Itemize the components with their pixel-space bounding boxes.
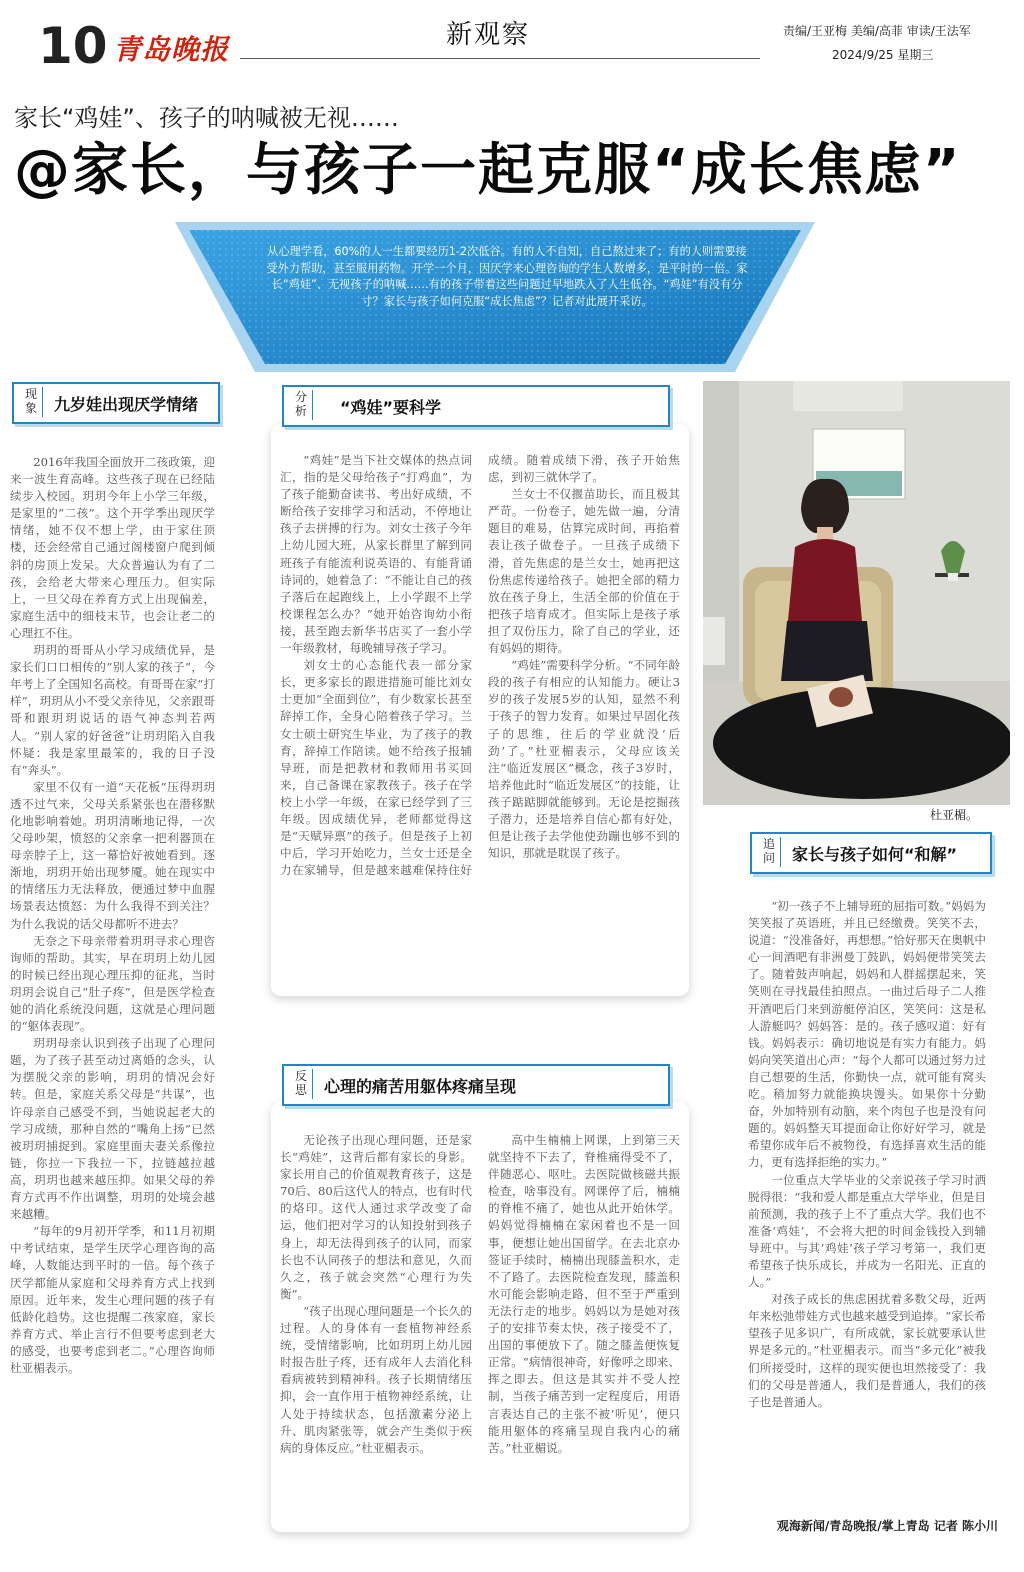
section-header-xianxiang bbox=[12, 382, 220, 424]
paragraph: “鸡娃”需要科学分析。“不同年龄段的孩子有相应的认知能力。硬让3岁的孩子发展5岁的认知，显然不利于孩子的智力发育。如果过早固化孩子的思维，往后的学业就没‘后劲’了。”杜亚楣表示，父母应该关注“临近发展区”概念，孩子3岁时，培养他此时“临近发展区”的技能，让孩子踮踮脚就能够到。无论是挖掘孩子潜力，还是培养自信心都有好处，但是让孩子去学他使劲蹦也够不到的知识，那就是耽误了孩子。 bbox=[488, 658, 680, 861]
paragraph: “初一孩子不上辅导班的屈指可数。”妈妈为笑笑报了英语班，并且已经缴费。笑笑不去，说道：“没准备好，再想想。”恰好那天在奥帆中心一间酒吧有非洲曼丁鼓趴，妈妈便带笑笑去了。随着鼓声响起，妈妈和人群摇摆起来，笑笑则在寻找最佳拍照点。一曲过后母子二人推开酒吧后门来到游艇停泊区，笑笑问：这是私人游艇吗？妈妈答：是的。孩子感叹道：好有钱。妈妈表示：确切地说是有实力有能力。妈妈向笑笑道出心声：“每个人都可以通过努力过自己想要的生活，你勤快一点，就可能有窝头吃。稍加努力就能换块馒头。如果你十分勤奋，外加特别有动脑，来个肉包子也是没有问题的。妈妈整天耳提面命让你好好学习，就是希望你成年后不被物役，有选择喜欢生活的能力，更有选择拒绝的实力。” bbox=[748, 899, 986, 1170]
section-title-fenxi: “鸡娃”要科学 bbox=[340, 398, 442, 417]
paragraph: 兰女士不仅揠苗助长，而且极其严苛。一份卷子，她先做一遍，分清题目的难易，估算完成时间，再掐着表让孩子做卷子。一旦孩子成绩下滑，首先焦虑的是兰女士，她再把这份焦虑传递给孩子。她把全部的精力放在孩子身上，生活全部的价值在于把孩子培育成才。但实际上是孩子承担了双份压力，除了自己的学业，还有妈妈的期待。 bbox=[488, 487, 680, 656]
lead-text: 从心理学看，60%的人一生都要经历1-2次低谷。有的人不自知，自己熬过来了；有的人则需要接受外力帮助，甚至服用药物。开学一个月，因厌学来心理咨询的学生人数增多，是平时的一倍。家长“鸡娃”、无视孩子的呐喊……有的孩子带着这些问题过早地跌入了人生低谷。“鸡娃”有没有分寸？家长与孩子如何克服“成长焦虑”？记者对此展开采访。 bbox=[266, 245, 748, 308]
section-tag: 反思 bbox=[290, 1069, 313, 1099]
paragraph: 高中生楠楠上网课，上到第三天就坚持不下去了，脊椎痛得受不了，伴随恶心、呕吐。去医院做核磁共振检查，啥事没有。网课停了后，楠楠的脊椎不痛了，她也从此开始休学。妈妈觉得楠楠在家闲着也不是一回事，便想让她出国留学。在去北京办签证手续时，楠楠出现膝盖积水，走不了路了。去医院检查发现，膝盖积水可能会影响走路，但不至于严重到无法行走的地步。妈妈以为是她对孩子的安排节奏太快，孩子接受不了，出国的事便放下了。随之膝盖便恢复正常。“病情很神奇，好像呼之即来、挥之即去。但这是其实并不受人控制，当孩子痛苦到一定程度后，用语言表达自己的主张不被‘听见’，便只能用躯体的疼痛呈现自我内心的痛苦。”杜亚楣说。 bbox=[488, 1133, 680, 1455]
editor-credits: 责编/王亚梅 美编/高菲 审读/王法军 bbox=[783, 24, 971, 38]
photo-caption: 杜亚楣。 bbox=[930, 808, 979, 822]
paragraph: 2016年我国全面放开二孩政策，迎来一波生育高峰。这些孩子现在已经陆续步入校园。玥玥今年上小学三年级，是家里的“二孩”。这个开学季出现厌学情绪，她不仅不想上学，由于家住顶楼，还会经常自己通过阁楼窗户爬到倾斜的房顶上发呆。大众普遍认为有了二孩，会给老大带来心理压力。但实际上，一旦父母在养育方式上出现偏差，家庭生活中的细枝末节，也会让老二的心理扛不住。 bbox=[10, 455, 215, 640]
header-rule bbox=[240, 58, 760, 59]
paragraph: “鸡娃”是当下社交媒体的热点词汇，指的是父母给孩子“打鸡血”，为了孩子能勤奋读书、考出好成绩，不断给孩子安排学习和活动，不停地让孩子去拼搏的行为。刘女士孩子今年上幼儿园大班，从家长群里了解到同班孩子有能流利说英语的、有能背诵诗词的，她着急了：“不能让自己的孩子落后在起跑线上，上小学跟不上学校课程怎么办？”她开始咨询幼小衔接，甚至跑去新华书店买了一套小学一年级教材，每晚辅导孩子学习。 bbox=[280, 453, 472, 656]
article-column-xianxiang bbox=[10, 454, 215, 1560]
issue-date: 2024/9/25 星期三 bbox=[832, 48, 934, 62]
paragraph: 刘女士的心态能代表一部分家长，更多家长的跟进措施可能比刘女士更加“全面到位”，有少数家长甚至辞掉工作，全身心陪着孩子学习。兰女士硕士研究生毕业，为了孩子的教育，辞掉工作陪读。她不给孩子报辅导班，而是把教材和教师用书买回来，自己备课在家教孩子。孩子在学校上小学一年级，在家已经学到了三年级。因成绩优异，老师都觉得这是“天赋异禀”的孩子。但是孩子上初中后，学习开始吃力，兰女士还是全力在家辅导，但是越来越难保持住好成绩。随着成绩下滑，孩子开始焦虑，到初三就休学了。 bbox=[280, 453, 680, 878]
article-column-fansi bbox=[280, 1132, 680, 1522]
section-header-fenxi bbox=[282, 385, 670, 427]
photo-illustration bbox=[703, 381, 1010, 805]
page-number: 10 bbox=[38, 17, 108, 75]
paragraph: “孩子出现心理问题是一个长久的过程。人的身体有一套植物神经系统，受情绪影响，比如玥玥上幼儿园时报告肚子疼，还有成年人去消化科看病被转到精神科。孩子长期情绪压抑，会一直作用于植物神经系统，让人处于持续状态，包括激素分泌上升、肌肉紧张等，就会产生类似于疾病的身体反应。”杜亚楣表示。 bbox=[280, 1303, 472, 1455]
section-title-fansi: 心理的痛苦用躯体疼痛呈现 bbox=[324, 1077, 517, 1096]
section-title: 新观察 bbox=[446, 20, 531, 50]
paragraph: “每年的9月初开学季，和11月初期中考试结束，是学生厌学心理咨询的高峰，人数能达到平时的一倍。每个孩子厌学都能从家庭和父母养育方式上找到原因。近年来，发生心理问题的孩子有低龄化趋势。这也提醒二孩家庭，家长养育方式、举止言行不但要考虑到老大的感受，也要考虑到老二。”心理咨询师杜亚楣表示。 bbox=[10, 1224, 215, 1375]
section-tag: 追问 bbox=[758, 837, 781, 867]
paragraph: 玥玥的哥哥从小学习成绩优异，是家长们口口相传的“别人家的孩子”，今年考上了全国知名高校。有哥哥在家“打样”，玥玥从小不受父亲待见，父亲跟哥哥和跟玥玥说话的语气神态判若两人。“别人家的好爸爸”让玥玥陷入自我怀疑：我是家里最笨的，我的日子没有“奔头”。 bbox=[10, 643, 215, 777]
newspaper-logo: 青岛晚报 bbox=[113, 33, 230, 66]
section-title-xianxiang: 九岁娃出现厌学情绪 bbox=[54, 395, 199, 414]
paragraph: 一位重点大学毕业的父亲说孩子学习时洒脱得很：“我和爱人都是重点大学毕业，但是目前预测，我的孩子上不了重点大学。我们也不准备‘鸡娃’，不会将大把的时间金钱投入到辅导班中。与其‘鸡娃’孩子学习考第一，我们更希望孩子快乐成长，并成为一名阳光、正直的人。” bbox=[748, 1172, 986, 1290]
section-header-fansi bbox=[282, 1064, 670, 1106]
section-tag: 分析 bbox=[290, 390, 313, 420]
kicker-headline: 家长“鸡娃”、孩子的呐喊被无视…… bbox=[14, 104, 399, 132]
article-column-fenxi bbox=[280, 452, 680, 974]
paragraph: 无论孩子出现心理问题，还是家长“鸡娃”，这背后都有家长的身影。家长用自己的价值观教育孩子，这是70后、80后这代人的特点，也有时代的烙印。这代人通过求学改变了命运，他们把对学习的认知投射到孩子身上，却无法得到孩子的认同，而家长也不认同孩子的想法和意见，久而久之，孩子就会突然“心理行为失衡”。 bbox=[280, 1133, 472, 1301]
section-tag: 现象 bbox=[20, 387, 43, 417]
paragraph: 玥玥母亲认识到孩子出现了心理问题，为了孩子甚至动过离婚的念头，认为摆脱父亲的影响，玥玥的情况会好转。但是，家庭关系父母是“共谋”，也许母亲自己感受不到，当她说起老大的学习成绩，那种自然的“嘴角上扬”已然被玥玥捕捉到。家庭里面夫妻关系像拉链，你拉一下我拉一下，拉链越拉越高，玥玥也越来越压抑。如果父母的养育方式再不作出调整，玥玥的处境会越来越糟。 bbox=[10, 1036, 215, 1222]
section-header-zhuiwen bbox=[750, 832, 992, 874]
paragraph: 对孩子成长的焦虑困扰着多数父母，近两年来松弛带娃方式也越来越受到追捧。“家长希望孩子见多识广，有所成就，家长就要承认世界是多元的。”杜亚楣表示。而当“多元化”被我们所接受时，这样的现实便也坦然接受了：我们的父母是普通人，我们是普通人，我们的孩子也是普通人。 bbox=[748, 1292, 986, 1409]
byline: 观海新闻/青岛晚报/掌上青岛 记者 陈小川 bbox=[776, 1519, 998, 1533]
article-column-zhuiwen bbox=[748, 898, 986, 1516]
main-headline: @家长，与孩子一起克服“成长焦虑” bbox=[14, 138, 962, 203]
paragraph: 无奈之下母亲带着玥玥寻求心理咨询师的帮助。其实，早在玥玥上幼儿园的时候已经出现心理压抑的征兆，当时玥玥会说自己“肚子疼”，但是医学检查她的消化系统没问题，这就是心理问题的“躯体表现”。 bbox=[10, 933, 215, 1034]
section-title-zhuiwen: 家长与孩子如何“和解” bbox=[792, 845, 958, 864]
lead-banner bbox=[175, 222, 815, 372]
portrait-photo bbox=[703, 381, 1010, 805]
paragraph: 家里不仅有一道“天花板”压得玥玥透不过气来，父母关系紧张也在潜移默化地影响着她。玥玥清晰地记得，一次父母吵架，愤怒的父亲拿一把利器顶在母亲脖子上，这一幕恰好被她看到。逐渐地，玥玥开始出现梦魇。她在现实中的情绪压力无法释放，便通过梦中血腥场景表达愤怒：为什么我得不到关注？为什么我说的话父母都听不进去？ bbox=[10, 779, 215, 931]
